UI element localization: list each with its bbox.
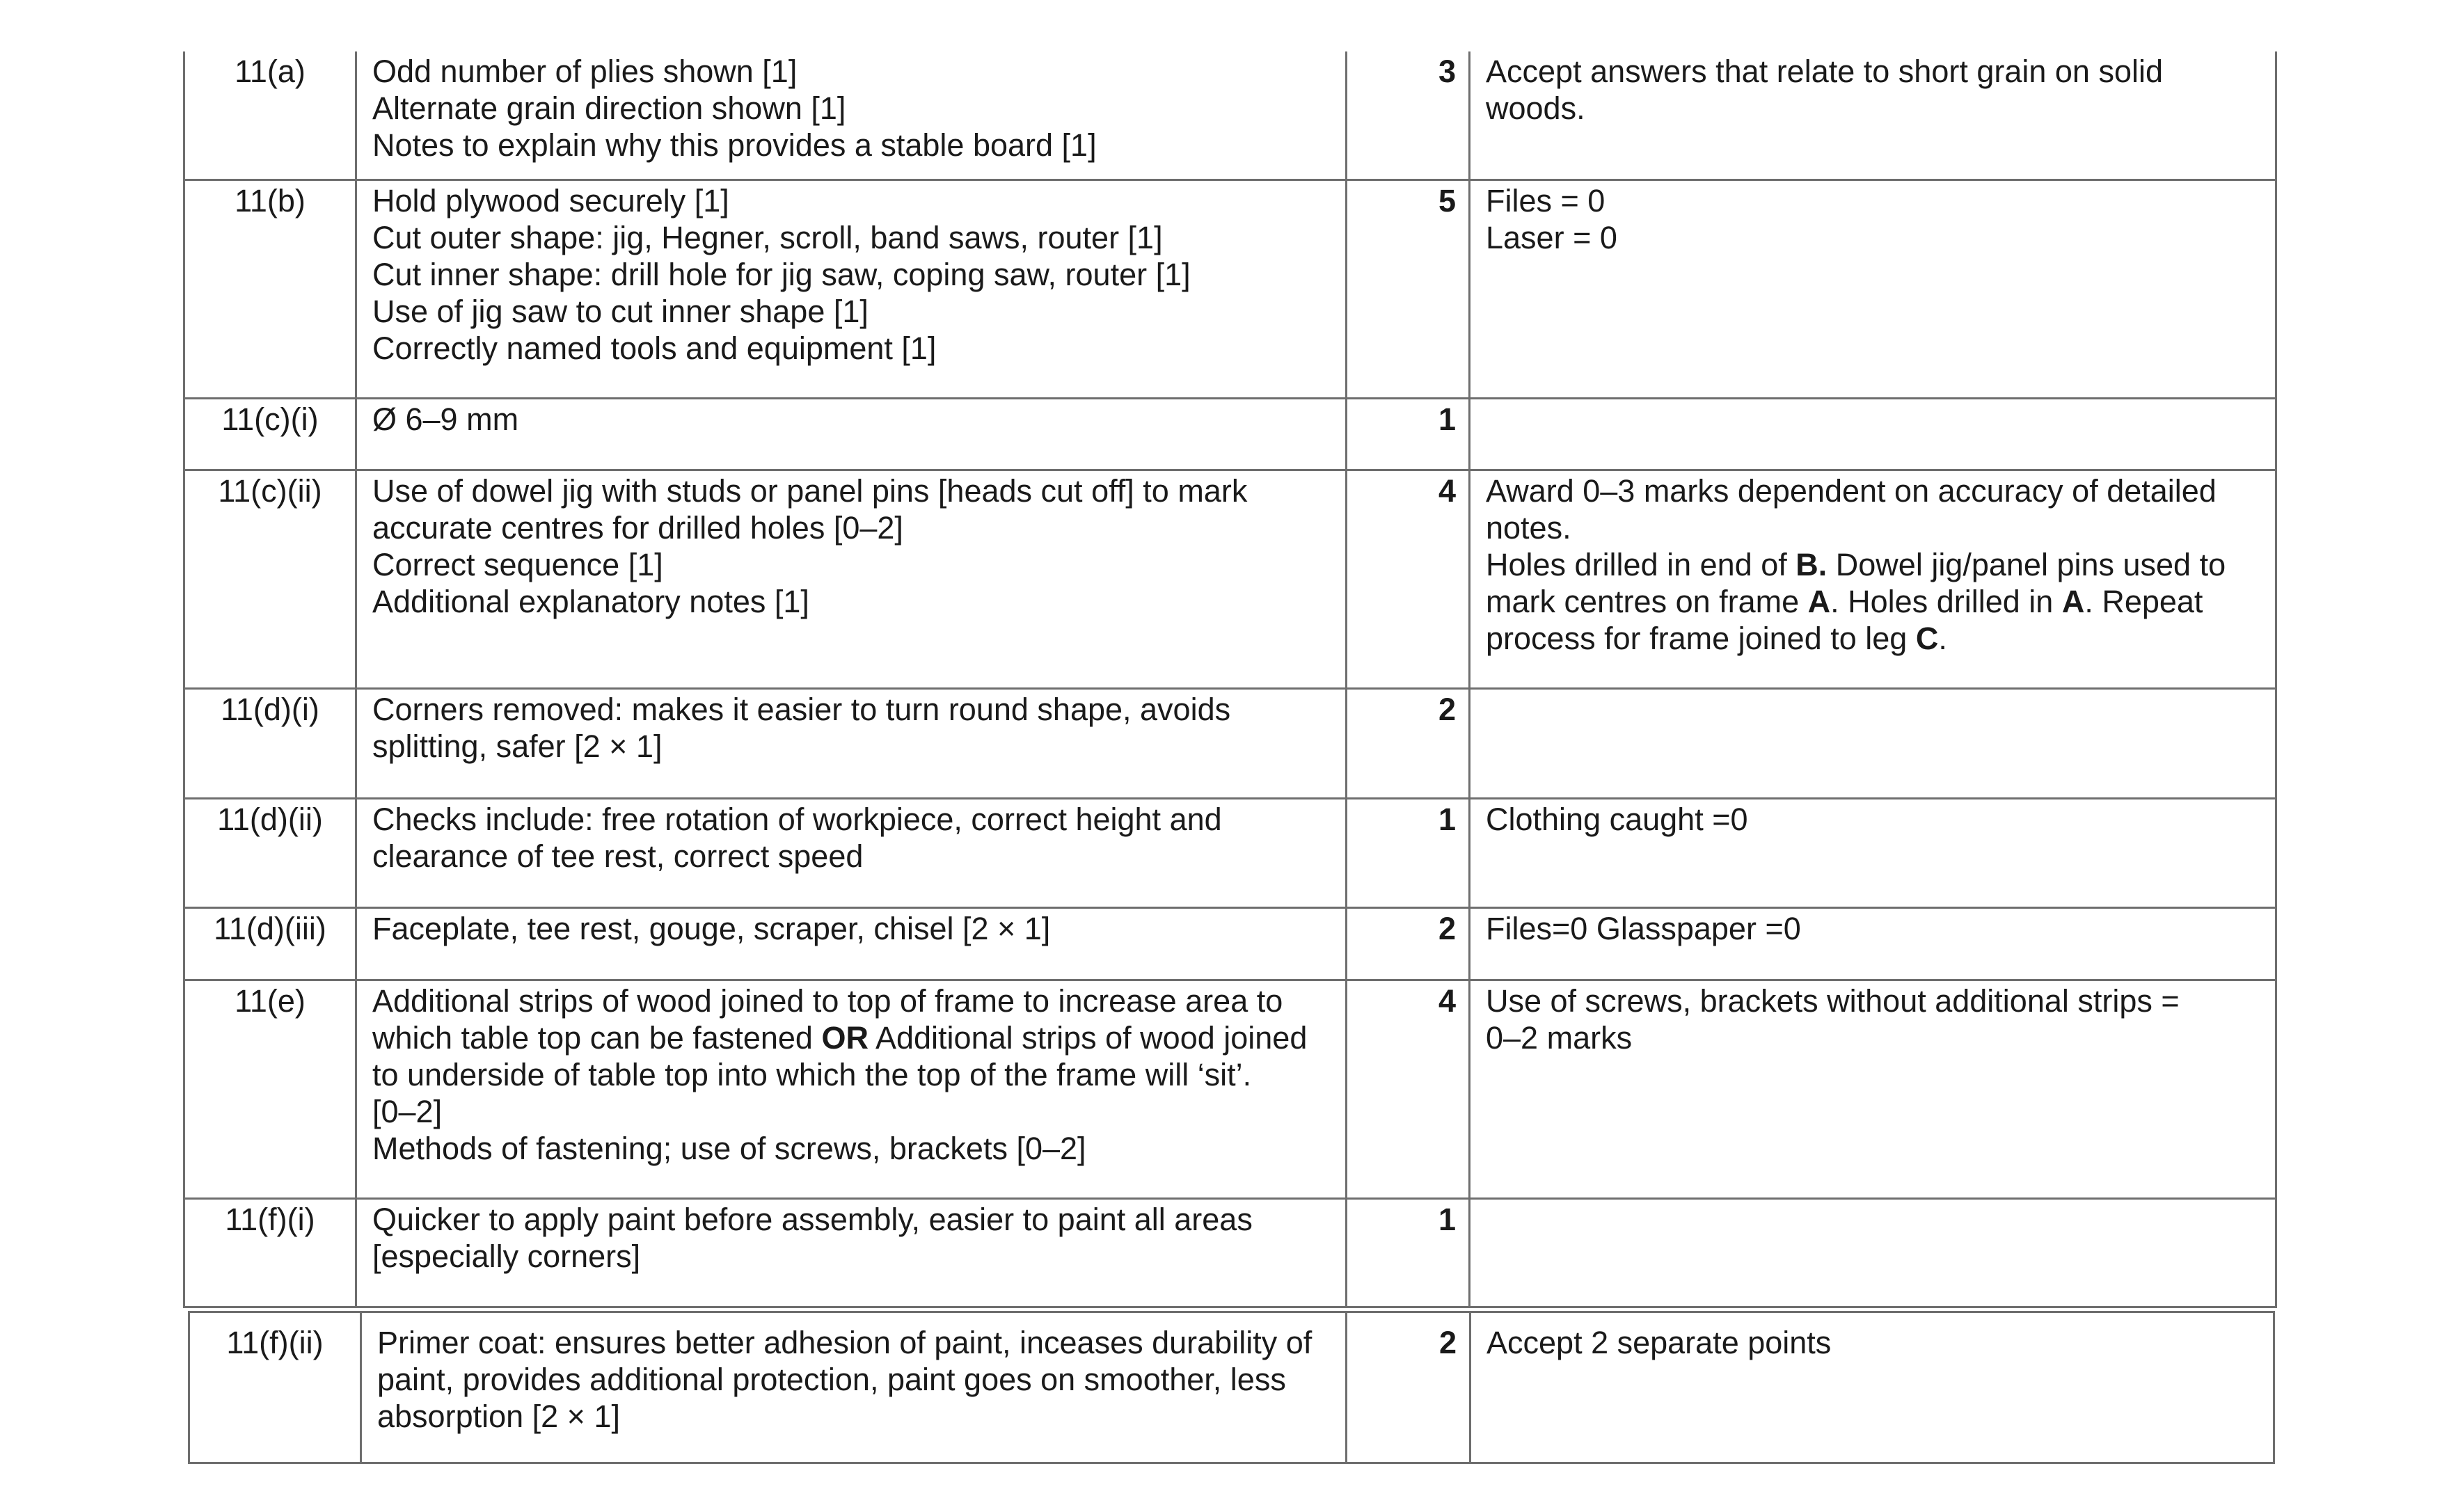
answer-line: clearance of tee rest, correct speed — [372, 838, 864, 874]
answer-cell — [356, 798, 1347, 907]
answer-line: Corners removed: makes it easier to turn round shape, avoids — [372, 691, 1231, 727]
question-number: 11(d)(iii) — [184, 907, 356, 980]
answer-cell — [356, 51, 1347, 180]
guidance-cell — [1470, 180, 2276, 398]
question-number: 11(b) — [184, 180, 356, 398]
guidance-cell — [1470, 398, 2276, 470]
marks-cell: 4 — [1347, 980, 1470, 1198]
marks-cell: 4 — [1347, 470, 1470, 688]
guidance-line: Files = 0 — [1486, 182, 1605, 218]
answer-line: Correctly named tools and equipment [1] — [372, 330, 937, 366]
answer-cell — [356, 688, 1347, 798]
guidance-line: Holes drilled in end of B. Dowel jig/panel pins used to — [1486, 546, 2226, 582]
answer-line: Correct sequence [1] — [372, 546, 663, 582]
answer-line: Methods of fastening; use of screws, brackets [0–2] — [372, 1130, 1086, 1166]
answer-line: Use of jig saw to cut inner shape [1] — [372, 293, 869, 329]
guidance-line: Accept answers that relate to short grain on solid — [1486, 54, 2164, 89]
table-row — [184, 798, 2276, 907]
guidance-cell — [1470, 688, 2276, 798]
guidance-line: Files=0 Glasspaper =0 — [1486, 910, 1801, 946]
table-row — [184, 980, 2276, 1198]
question-number: 11(d)(i) — [184, 688, 356, 798]
answer-line: which table top can be fastened OR Additional strips of wood joined — [372, 1019, 1308, 1056]
answer-line: accurate centres for drilled holes [0–2] — [372, 509, 903, 546]
guidance-line: Laser = 0 — [1486, 219, 1617, 255]
answer-line: Odd number of plies shown [1] — [372, 54, 798, 89]
marks-cell: 1 — [1347, 798, 1470, 907]
answer-line: Cut outer shape: jig, Hegner, scroll, band saws, router [1] — [372, 219, 1163, 255]
question-number: 11(e) — [184, 980, 356, 1198]
table-row — [184, 1198, 2276, 1307]
answer-cell — [356, 907, 1347, 980]
question-number: 11(c)(ii) — [184, 470, 356, 688]
marks-cell: 2 — [1347, 1312, 1470, 1463]
answer-line: Use of dowel jig with studs or panel pins [heads cut off] to mark — [372, 472, 1248, 509]
guidance-cell — [1470, 1312, 2274, 1463]
marks-cell: 1 — [1347, 1198, 1470, 1307]
guidance-line: 0–2 marks — [1486, 1019, 1633, 1056]
answer-line: Notes to explain why this provides a stable board [1] — [372, 127, 1097, 163]
answer-cell — [361, 1312, 1347, 1463]
marks-cell: 3 — [1347, 51, 1470, 180]
answer-line: splitting, safer [2 × 1] — [372, 728, 663, 764]
table-row — [184, 470, 2276, 688]
table-row — [189, 1312, 2274, 1463]
guidance-line: Clothing caught =0 — [1486, 801, 1748, 837]
question-number: 11(c)(i) — [184, 398, 356, 470]
answer-line: Checks include: free rotation of workpiece, correct height and — [372, 801, 1222, 837]
answer-line: Additional explanatory notes [1] — [372, 583, 809, 619]
answer-cell — [356, 470, 1347, 688]
table-row — [184, 51, 2276, 180]
question-number: 11(f)(i) — [184, 1198, 356, 1307]
question-number: 11(a) — [184, 51, 356, 180]
answer-line: Quicker to apply paint before assembly, easier to paint all areas — [372, 1201, 1253, 1237]
guidance-cell — [1470, 51, 2276, 180]
guidance-cell — [1470, 907, 2276, 980]
table-row — [184, 688, 2276, 798]
guidance-cell — [1470, 1198, 2276, 1307]
question-number: 11(f)(ii) — [189, 1312, 361, 1463]
marks-cell: 2 — [1347, 688, 1470, 798]
marks-cell: 2 — [1347, 907, 1470, 980]
answer-line: Faceplate, tee rest, gouge, scraper, chisel [2 × 1] — [372, 910, 1051, 946]
table-row — [184, 398, 2276, 470]
guidance-line: process for frame joined to leg C. — [1486, 620, 1947, 656]
answer-line: absorption [2 × 1] — [377, 1399, 620, 1434]
answer-cell — [356, 980, 1347, 1198]
answer-line: Alternate grain direction shown [1] — [372, 90, 846, 126]
mark-scheme-table — [183, 51, 2277, 1308]
guidance-line: notes. — [1486, 509, 1571, 546]
guidance-cell — [1470, 980, 2276, 1198]
guidance-line: mark centres on frame A. Holes drilled in A. Repeat — [1486, 583, 2203, 619]
guidance-cell — [1470, 470, 2276, 688]
answer-line: to underside of table top into which the top of the frame will ‘sit’. — [372, 1056, 1252, 1092]
guidance-cell — [1470, 798, 2276, 907]
guidance-line: Accept 2 separate points — [1486, 1325, 1832, 1360]
guidance-line: woods. — [1486, 90, 1585, 126]
mark-scheme-continuation-table — [188, 1311, 2275, 1464]
answer-cell — [356, 1198, 1347, 1307]
question-number: 11(d)(ii) — [184, 798, 356, 907]
answer-line: Primer coat: ensures better adhesion of paint, inceases durability of — [377, 1325, 1313, 1360]
marks-cell: 5 — [1347, 180, 1470, 398]
answer-cell — [356, 180, 1347, 398]
answer-line: paint, provides additional protection, paint goes on smoother, less — [377, 1362, 1286, 1397]
answer-line: Ø 6–9 mm — [372, 401, 519, 437]
answer-line: Cut inner shape: drill hole for jig saw, coping saw, router [1] — [372, 256, 1191, 292]
answer-line: [0–2] — [372, 1093, 443, 1129]
table-row — [184, 907, 2276, 980]
marks-cell: 1 — [1347, 398, 1470, 470]
answer-line: Additional strips of wood joined to top of frame to increase area to — [372, 982, 1283, 1019]
table-row — [184, 180, 2276, 398]
answer-line: [especially corners] — [372, 1238, 641, 1274]
answer-cell — [356, 398, 1347, 470]
answer-line: Hold plywood securely [1] — [372, 182, 729, 218]
guidance-line: Use of screws, brackets without additional strips = — [1486, 982, 2180, 1019]
guidance-line: Award 0–3 marks dependent on accuracy of detailed — [1486, 472, 2217, 509]
